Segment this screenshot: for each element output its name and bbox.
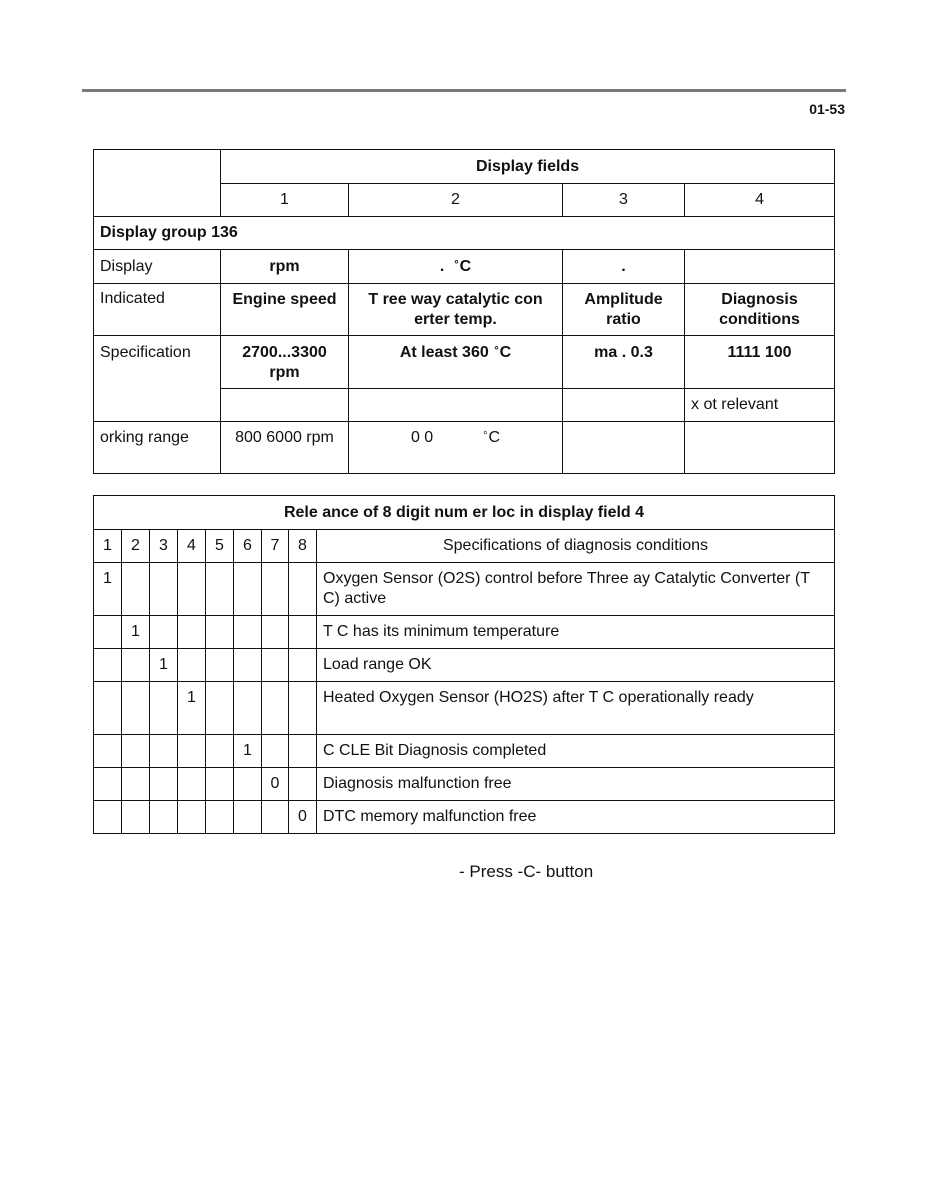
- display-f1: rpm: [221, 250, 349, 284]
- table-row: [94, 649, 835, 682]
- digit-cell: [289, 649, 317, 682]
- degree-icon: °: [483, 430, 488, 442]
- condition-description: Heated Oxygen Sensor (HO2S) after T C operationally ready: [317, 682, 835, 735]
- field-number-4: 4: [685, 184, 835, 217]
- digit-cell: [206, 682, 234, 735]
- column-header-5: 5: [206, 530, 234, 563]
- digit-cell: [262, 801, 289, 834]
- digit-cell: [178, 649, 206, 682]
- digit-cell: 1: [122, 616, 150, 649]
- column-header-8: 8: [289, 530, 317, 563]
- digit-cell: [178, 616, 206, 649]
- digit-cell: [234, 801, 262, 834]
- digit-cell: [94, 682, 122, 735]
- instruction-text: - Press -C- button: [459, 862, 594, 881]
- digit-cell: 1: [150, 649, 178, 682]
- digit-cell: [234, 768, 262, 801]
- row-label-specification: Specification: [94, 336, 221, 422]
- digit-cell: 1: [234, 735, 262, 768]
- top-rule: [82, 89, 846, 92]
- spec-note-f1: [221, 389, 349, 422]
- digit-cell: 0: [262, 768, 289, 801]
- condition-description: Diagnosis malfunction free: [317, 768, 835, 801]
- working-f1: 800 6000 rpm: [221, 422, 349, 474]
- digit-cell: [122, 682, 150, 735]
- condition-description: DTC memory malfunction free: [317, 801, 835, 834]
- spec-f2-unit: C: [499, 344, 512, 361]
- digit-cell: [178, 768, 206, 801]
- digit-cell: [122, 649, 150, 682]
- digit-cell: [150, 735, 178, 768]
- digit-cell: [289, 563, 317, 616]
- digit-cell: [234, 649, 262, 682]
- column-header-3: 3: [150, 530, 178, 563]
- working-f3: [563, 422, 685, 474]
- condition-description: Oxygen Sensor (O2S) control before Three ay Catalytic Converter (T C) active: [317, 563, 835, 616]
- display-f2-prefix: .: [439, 257, 445, 275]
- table-row: [94, 563, 835, 616]
- digit-cell: 1: [94, 563, 122, 616]
- indicated-f1: Engine speed: [221, 284, 349, 336]
- degree-icon: °: [494, 345, 499, 357]
- spec-note-f4: x ot relevant: [685, 389, 835, 422]
- degree-icon: °: [454, 258, 459, 271]
- digit-cell: [178, 563, 206, 616]
- spec-f3: ma . 0.3: [563, 336, 685, 389]
- digit-cell: [234, 616, 262, 649]
- spec-note-f2: [349, 389, 563, 422]
- indicated-f4: Diagnosis conditions: [685, 284, 835, 336]
- table-row: [94, 682, 835, 735]
- digit-cell: [94, 801, 122, 834]
- condition-description: C CLE Bit Diagnosis completed: [317, 735, 835, 768]
- digit-cell: [150, 768, 178, 801]
- condition-description: T C has its minimum temperature: [317, 616, 835, 649]
- spec-f4: 1111 100: [685, 336, 835, 389]
- display-fields-header: Display fields: [221, 150, 835, 184]
- spec-note-f3: [563, 389, 685, 422]
- digit-cell: [206, 768, 234, 801]
- digit-cell: [289, 768, 317, 801]
- display-f3: .: [563, 250, 685, 284]
- digit-cell: [122, 801, 150, 834]
- digit-cell: [94, 616, 122, 649]
- column-header-6: 6: [234, 530, 262, 563]
- spec-column-header: Specifications of diagnosis conditions: [317, 530, 835, 563]
- table-row: [94, 801, 835, 834]
- column-header-7: 7: [262, 530, 289, 563]
- row-label-indicated: Indicated: [94, 284, 221, 336]
- field-number-1: 1: [221, 184, 349, 217]
- digit-cell: [262, 563, 289, 616]
- digit-cell: [150, 563, 178, 616]
- page-number: 01-53: [809, 101, 845, 117]
- working-f4: [685, 422, 835, 474]
- digit-cell: [206, 801, 234, 834]
- digit-cell: [94, 768, 122, 801]
- digit-cell: [150, 616, 178, 649]
- working-f2: [349, 422, 563, 474]
- display-f4: [685, 250, 835, 284]
- column-header-4: 4: [178, 530, 206, 563]
- working-f2-unit: C: [488, 429, 501, 446]
- relevance-title: Rele ance of 8 digit num er loc in display field 4: [94, 496, 835, 530]
- table-row: [94, 616, 835, 649]
- table-row: [94, 735, 835, 768]
- field-number-3: 3: [563, 184, 685, 217]
- indicated-f2: T ree way catalytic con erter temp.: [349, 284, 563, 336]
- digit-cell: [178, 735, 206, 768]
- digit-cell: [206, 563, 234, 616]
- digit-cell: [234, 682, 262, 735]
- digit-cell: [94, 735, 122, 768]
- digit-cell: [150, 682, 178, 735]
- spec-f2: [349, 336, 563, 389]
- corner-cell: [94, 150, 221, 217]
- digit-cell: [206, 616, 234, 649]
- display-fields-table: [93, 149, 835, 474]
- digit-cell: 1: [178, 682, 206, 735]
- digit-cell: [94, 649, 122, 682]
- working-f2-prefix: 0 0: [410, 429, 434, 446]
- digit-cell: [289, 735, 317, 768]
- digit-cell: 0: [289, 801, 317, 834]
- condition-description: Load range OK: [317, 649, 835, 682]
- digit-cell: [122, 563, 150, 616]
- display-group-label: Display group 136: [94, 217, 835, 250]
- digit-cell: [289, 682, 317, 735]
- digit-cell: [178, 801, 206, 834]
- digit-cell: [289, 616, 317, 649]
- digit-cell: [234, 563, 262, 616]
- indicated-f3: Amplitude ratio: [563, 284, 685, 336]
- digit-cell: [122, 768, 150, 801]
- display-f2-unit: C: [459, 257, 472, 275]
- display-f2: [349, 250, 563, 284]
- column-header-2: 2: [122, 530, 150, 563]
- digit-cell: [262, 616, 289, 649]
- table-row: [94, 768, 835, 801]
- spec-f2-prefix: At least 360: [399, 344, 489, 361]
- digit-cell: [206, 649, 234, 682]
- digit-cell: [262, 682, 289, 735]
- digit-cell: [206, 735, 234, 768]
- row-label-working-range: orking range: [94, 422, 221, 474]
- relevance-table: [93, 495, 835, 834]
- digit-cell: [262, 649, 289, 682]
- digit-cell: [150, 801, 178, 834]
- digit-cell: [122, 735, 150, 768]
- spec-f1: 2700...3300 rpm: [221, 336, 349, 389]
- field-number-2: 2: [349, 184, 563, 217]
- digit-cell: [262, 735, 289, 768]
- column-header-1: 1: [94, 530, 122, 563]
- row-label-display: Display: [94, 250, 221, 284]
